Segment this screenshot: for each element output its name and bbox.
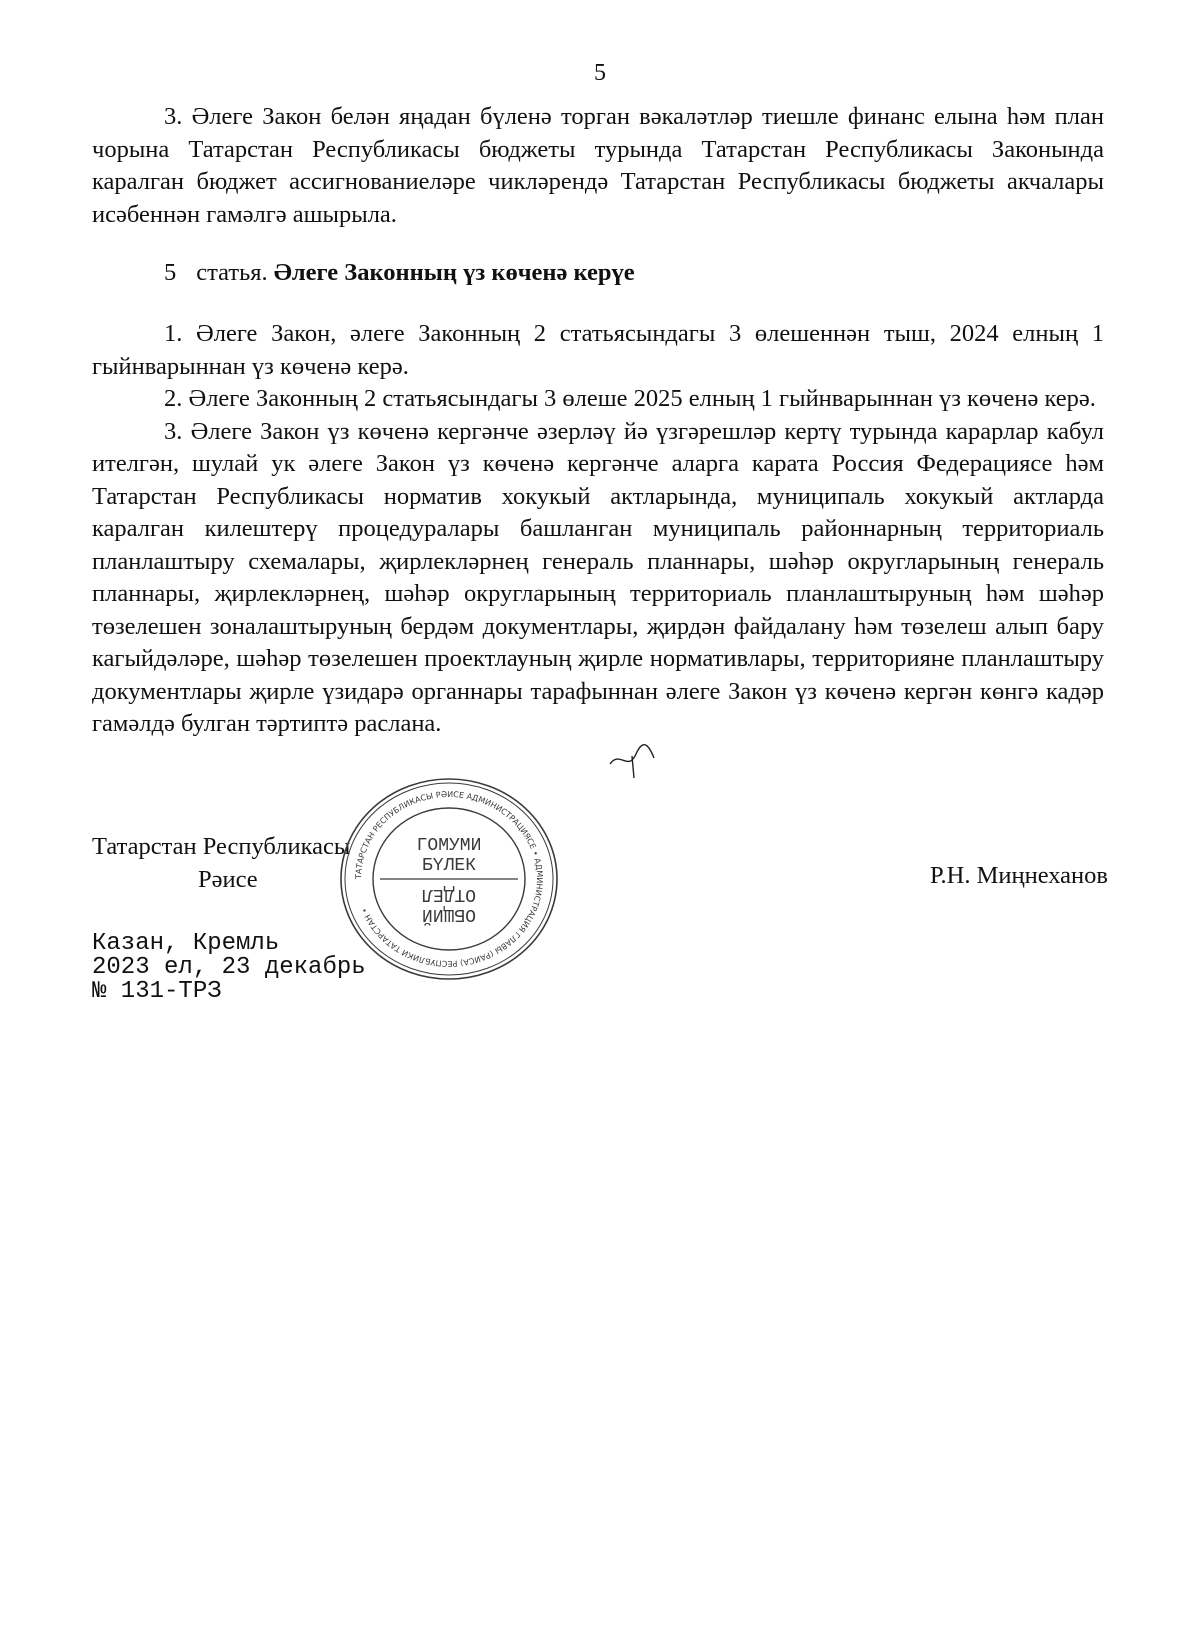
page-number: 5 [594,60,606,86]
signatory-role: Рәисе [198,866,258,893]
official-seal-stamp [338,776,560,982]
seal-ring-text: ТАТАРСТАН РЕСПУБЛИКАСЫ РӘИСЕ АДМИНИСТРАЦИЯСЕ • АДМИНИСТРАЦИЯ ГЛАВЫ (РАИСА) РЕСПУБЛИКИ ТАТАРСТАН • [353,789,545,969]
seal-bottom-line-1: ОБЩИЙ [421,904,477,924]
article-body [92,318,1104,741]
seal-top-line-2: БҮЛЕК [421,856,477,876]
seal-top-line-1: ГОМУМИ [416,836,482,856]
article-heading [92,257,1104,290]
article-title: Әлеге Законның үз көченә керүе [273,259,635,286]
signatory-name: Р.Н. Миңнеханов [929,862,1108,889]
law-number: № 131-ТРЗ [92,978,222,1005]
signatory-org: Татарстан Республикасы [92,833,351,860]
date: 2023 ел, 23 декабрь [92,954,366,981]
article-number: 5 [164,259,177,286]
clause-3: 3. Әлеге Закон үз көченә кергәнче әзерләү йә үзгәрешләр кертү турында карарлар кабул ителгән, шулай ук әлеге Закон үз көченә кергәнче аларга карата Россия Федерациясе һәм Татарстан Республикасы норматив хокукый актларында, муниципаль хокукый актларда каралган килештерү процедуралары башланган муниципаль районнарның территориаль планлаштыру схемалары, җирлекләрнең генераль планнары, шәһәр округларының генераль планнары, җирлекләрнең, шәһәр округларының территориаль планлаштыруның һәм шәһәр төзелешен зоналаштыруның бердәм документлары, җирдән файдалану һәм төзелеш алып бару кагыйдәләре, шәһәр төзелешен проектлауның җирле нормативлары, территорияне планлаштыру документлары җирле үзидарә органнары тарафыннан әлеге Закон үз көченә кергән көнгә кадәр гамәлдә булган тәртиптә раслана. [92,417,1104,737]
place: Казан, Кремль [92,930,280,957]
handwritten-signature-mark [606,742,658,782]
article-prefix: статья. [196,259,268,286]
place-date-block [92,932,366,1004]
seal-bottom-line-2: ОТДЕЛ [421,884,477,904]
clause-2: 2. Әлеге Законның 2 статьясындагы 3 өлеше 2025 елның 1 гыйнварыннан үз көченә керә. [164,385,1096,412]
seal-bottom-inverted [422,884,476,926]
signatory-title [92,830,350,896]
paragraph-budget-funding: 3. Әлеге Закон белән яңадан бүленә торган вәкаләтләр тиешле финанс елына һәм план чорына Татарстан Республикасы бюджеты турында Татарстан Республикасы Законында каралган бюджет ассигнованиеләре чикләрендә Татарстан Республикасы бюджеты акчалары исәбеннән гамәлгә ашырыла. [92,103,1104,228]
seal-graphic [338,776,560,982]
clause-1: 1. Әлеге Закон, әлеге Законның 2 статьясындагы 3 өлешеннән тыш, 2024 елның 1 гыйнварыннан үз көченә керә. [92,320,1104,380]
